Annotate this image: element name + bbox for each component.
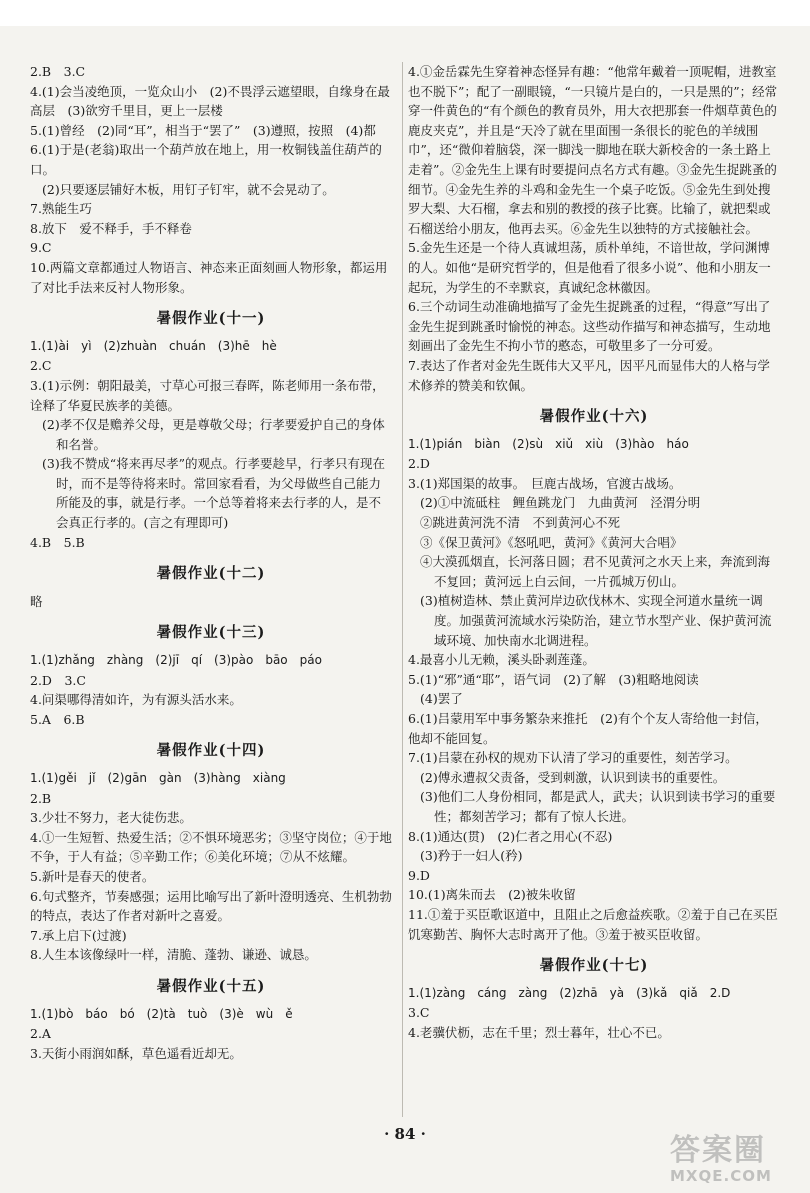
answer-item: 3.天街小雨润如酥，草色遥看近却无。 xyxy=(30,1045,242,1061)
answer-item: 4.问渠哪得清如许，为有源头活水来。 xyxy=(30,692,242,708)
answer-item: 3.少壮不努力，老大徒伤悲。 xyxy=(30,810,192,826)
answer-item: 10.两篇文章都通过人物语言、神态来正面刻画人物形象，都运用了对比手法来反衬人物形象。 xyxy=(30,259,388,295)
column-divider xyxy=(402,62,403,1117)
left-block-intro xyxy=(30,62,392,297)
answer-item: 3.(1)郑国渠的故事。 巨鹿古战场，官渡古战场。 xyxy=(408,475,682,491)
answer-item: 4.B 5.B xyxy=(30,534,85,550)
section-title-14: 暑假作业(十四) xyxy=(156,742,266,760)
answer-item: 2.D xyxy=(408,456,430,472)
answer-subitem: ③《保卫黄河》《怒吼吧，黄河》《黄河大合唱》 xyxy=(420,534,683,550)
answer-subitem: ②跳进黄河洗不清 不到黄河心不死 xyxy=(420,515,621,531)
answer-item: 1.(1)gěi jǐ (2)gān gàn (3)hàng xiàng xyxy=(30,771,286,785)
section-title-12: 暑假作业(十二) xyxy=(156,565,266,583)
answer-item: 6.(1)吕蒙用军中事务繁杂来推托 (2)有个个友人寄给他一封信，他却不能回复。 xyxy=(408,711,768,746)
site-watermark xyxy=(670,1135,800,1191)
answer-item: 3.C xyxy=(408,1005,430,1021)
answer-subitem: (3)植树造林、禁止黄河岸边砍伐林木、实现全河道水量统一调度。加强黄河流域水污染防治，建立节水型产业、保护黄河流域环境、加快南水北调进程。 xyxy=(420,593,772,648)
answer-subitem: (3)他们二人身份相同，都是武人，武夫；认识到读书学习的重要性；都刻苦学习；都有了惊人长进。 xyxy=(420,789,776,824)
answer-item: 6.(1)于是(老翁)取出一个葫芦放在地上，用一枚铜钱盖住葫芦的口。 xyxy=(30,142,382,177)
answer-subitem: (2)①中流砥柱 鲤鱼跳龙门 九曲黄河 泾渭分明 xyxy=(420,495,701,511)
answer-item: 7.承上启下(过渡) xyxy=(30,927,127,943)
answer-item: 9.C xyxy=(30,240,52,256)
section-title-16: 暑假作业(十六) xyxy=(539,408,649,426)
section-title-13: 暑假作业(十三) xyxy=(156,624,266,642)
answer-item: 4.最喜小儿无赖，溪头卧剥莲蓬。 xyxy=(408,652,595,668)
answer-item: 5.(1)曾经 (2)同“耳”，相当于“罢了” (3)遵照，按照 (4)都 xyxy=(30,122,376,138)
answer-item: 1.(1)bò báo bó (2)tà tuò (3)è wù ě xyxy=(30,1006,293,1021)
section-title-17: 暑假作业(十七) xyxy=(539,957,649,975)
answer-item: 2.B xyxy=(30,790,52,806)
answer-item: 5.新叶是春天的使者。 xyxy=(30,868,155,884)
answer-item: 8.(1)通达(贯) (2)仁者之用心(不忍) xyxy=(408,828,613,844)
top-margin-strip xyxy=(0,0,810,26)
answer-item: 略 xyxy=(30,593,43,609)
page-number: · 84 · xyxy=(384,1125,426,1143)
answer-item: 2.B 3.C xyxy=(30,64,86,79)
answer-item: 4.(1)会当凌绝顶，一览众山小 (2)不畏浮云遮望眼，自缘身在最高层 (3)欲穷千里目，更上一层楼 xyxy=(30,83,390,119)
answer-subitem: (2)傅永遭叔父责备，受到刺激，认识到读书的重要性。 xyxy=(420,769,726,785)
answer-item: 2.C xyxy=(30,358,52,374)
left-column xyxy=(30,62,392,1122)
answer-item: 4.老骥伏枥，志在千里；烈士暮年，壮心不已。 xyxy=(408,1024,670,1040)
right-column xyxy=(408,62,780,1122)
answer-item: 5.A 6.B xyxy=(30,711,85,727)
answer-item: 1.(1)ài yì (2)zhuàn chuán (3)hē hè xyxy=(30,338,277,353)
answer-item: 2.D 3.C xyxy=(30,672,86,688)
answer-item: 8.人生本该像绿叶一样，清脆、蓬勃、谦逊、诚恳。 xyxy=(30,947,317,963)
answer-item: 8.放下 爱不释手，手不释卷 xyxy=(30,220,192,236)
answer-item: 7.(1)吕蒙在孙权的规劝下认清了学习的重要性，刻苦学习。 xyxy=(408,750,738,766)
section-title-11: 暑假作业(十一) xyxy=(156,310,266,328)
answer-subitem: (3)矜于一妇人(矜) xyxy=(420,848,523,864)
answer-subitem: ④大漠孤烟直，长河落日圆；君不见黄河之水天上来，奔流到海不复回；黄河远上白云间，一片孤城万仞山。 xyxy=(420,554,771,589)
answer-item: 2.A xyxy=(30,1026,51,1042)
watermark-logo-text: 答案圈 xyxy=(670,1133,766,1168)
answer-item: 3.(1)示例：朝阳最美，寸草心可报三春晖，陈老师用一条布带，诠释了华夏民族孝的美德。 xyxy=(30,377,385,413)
watermark-url: MXQE.COM xyxy=(670,1167,772,1185)
answer-item: 4.①金岳霖先生穿着神态怪异有趣：“他常年戴着一顶呢帽，进教室也不脱下”；配了一副眼镜，“一只镜片是白的，一只是黑的”；经常穿一件黄色的“有个颜色的教育员外，用大衣把那套一件烟草黄色的鹿皮夹克”，并且是“天冷了就在里面围一条很长的驼色的羊绒围巾”，还“微仰着脑袋，深一脚浅一脚地在联大新校舍的一条土路上走着”。②金先生上课有时要提问点名方式有趣。③金先生捉跳蚤的细节。④金先生养的斗鸡和金先生一个桌子吃饭。⑤金先生到处搜罗大梨、大石榴，拿去和别的教授的孩子比赛。比输了，就把梨或石榴送给小朋友，他再去买。⑥金先生以独特的方式接触社会。 xyxy=(408,64,778,236)
answer-item: 10.(1)离朱而去 (2)被朱收留 xyxy=(408,887,576,903)
answer-item: 1.(1)pián biàn (2)sù xiǔ xiù (3)hào háo xyxy=(408,436,689,451)
answer-page xyxy=(30,62,780,1122)
answer-item: 11.①羞于买臣歌讴道中，且阻止之后愈益疾歌。②羞于自己在买臣饥寒勤苦、胸怀大志时离开了他。③羞于被买臣收留。 xyxy=(408,906,778,942)
answer-item: 5.金先生还是一个待人真诚坦荡，质朴单纯，不谙世故，学问渊博的人。如他“是研究哲学的，但是他看了很多小说”、他和小朋友一起玩，为学生的不幸默哀，真诚纪念林徽因。 xyxy=(408,240,771,295)
answer-subitem: (4)罢了 xyxy=(420,691,463,707)
answer-item: 7.熟能生巧 xyxy=(30,201,92,217)
answer-subitem: (2)孝不仅是赡养父母，更是尊敬父母；行孝要爱护自己的身体和名誉。 xyxy=(42,417,385,452)
section-title-15: 暑假作业(十五) xyxy=(156,977,266,995)
answer-item: 4.①一生短暂、热爱生活；②不惧环境恶劣；③坚守岗位；④于地不争，于人有益；⑤辛勤工作；⑥美化环境；⑦从不炫耀。 xyxy=(30,829,392,865)
answer-item: 1.(1)zhǎng zhàng (2)jī qí (3)pào bāo páo xyxy=(30,653,322,668)
answer-subitem: (3)我不赞成“将来再尽孝”的观点。行孝要趁早，行孝只有现在时，而不是等待将来时。常回家看看，为父母做些自己能力所能及的事，就是行孝。一个总等着将来去行孝的人，是不会真正行孝的。(言之有理即可) xyxy=(42,456,385,531)
answer-item: 6.句式整齐，节奏感强；运用比喻写出了新叶澄明透亮、生机勃勃的特点，表达了作者对新叶之喜爱。 xyxy=(30,888,392,924)
answer-item: 5.(1)“邪”通“耶”，语气词 (2)了解 (3)粗略地阅读 xyxy=(408,671,699,687)
answer-item: 9.D xyxy=(408,867,430,883)
answer-item: 6.三个动词生动准确地描写了金先生捉跳蚤的过程，“得意”写出了金先生捉到跳蚤时愉悦的神态。这些动作描写和神态描写，生动地刻画出了金先生不拘小节的憨态，可敬里多了一分可爱。 xyxy=(408,299,771,354)
answer-subitem: (2)只要逐层铺好木板，用钉子钉牢，就不会晃动了。 xyxy=(42,181,335,197)
answer-item: 7.表达了作者对金先生既伟大又平凡，因平凡而显伟大的人格与学术修养的赞美和钦佩。 xyxy=(408,357,770,393)
answer-item: 1.(1)zàng cáng zàng (2)zhā yà (3)kǎ qiǎ 2.D xyxy=(408,985,731,1000)
